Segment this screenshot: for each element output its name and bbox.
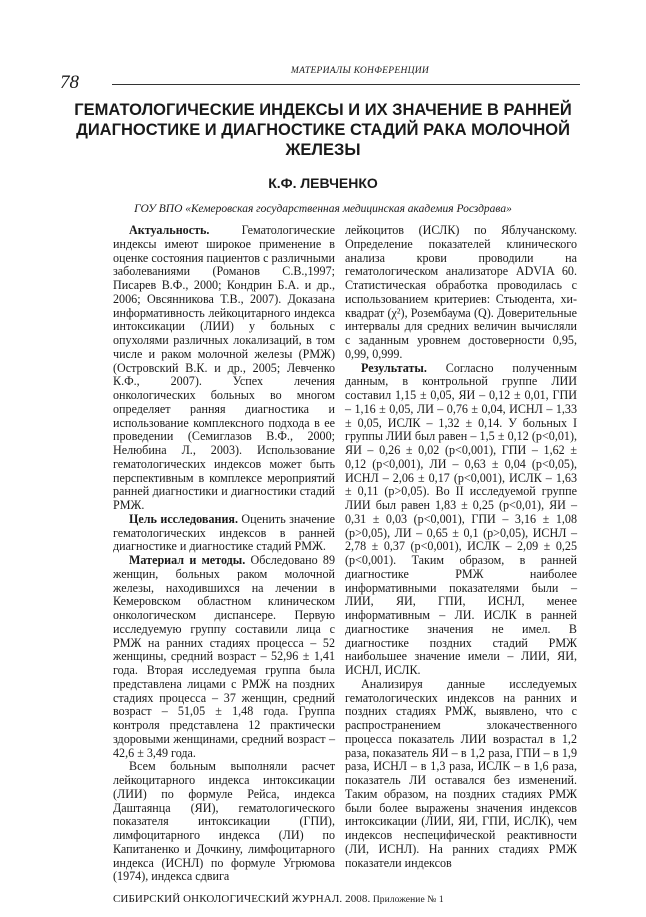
- author: К.Ф. ЛЕВЧЕНКО: [268, 175, 378, 191]
- paragraph-aim: [113, 513, 335, 554]
- left-column: [113, 224, 335, 884]
- paragraph-continued: лейкоцитов (ИСЛК) по Яблучанскому. Определение показателей клинического анализа крови проводили на гематологическом анализаторе ADVIA 60. Статистическая обработка проводилась с использованием критериев: Стьюдента, хи-квадрат (χ²), Розембаума (Q). Доверительные интервалы для средних величин вычисляли с заданным уровнем достоверности 0,95, 0,99, 0,999.: [345, 223, 577, 361]
- heading-methods: Материал и методы.: [129, 553, 246, 567]
- footer: [113, 892, 646, 907]
- text: Согласно полученным данным, в контрольной группе ЛИИ составил 1,15 ± 0,05, ЯИ – 0,12 ± 0,01, ГПИ – 1,16 ± 0,05, ЛИ – 0,76 ± 0,04, ИСНЛ – 1,33 ± 0,05, ИСЛК – 1,32 ± 0,14. У больных I группы ЛИИ был равен – 1,5 ± 0,12 (p<0,01), ЯИ – 0,26 ± 0,02 (p<0,001), ГПИ – 1,62 ± 0,12 (p<0,001), ЛИ – 0,63 ± 0,04 (p<0,05), ИСНЛ – 2,06 ± 0,17 (p<0,001), ИСЛК – 1,63 ± 0,11 (p>0,05). Во II исследуемой группе ЛИИ был равен 1,83 ± 0,25 (p<0,01), ЯИ – 0,31 ± 0,03 (p<0,001), ГПИ – 3,16 ± 1,08 (p>0,05), ЛИ – 0,65 ± 0,1 (p>0,05), ИСНЛ – 2,78 ± 0,37 (p<0,001), ИСЛК – 2,09 ± 0,25 (p<0,001). Таким образом, в ранней диагностике РМЖ наиболее информативными показателями были – ЛИИ, ЯИ, ГПИ, ИСНЛ, менее информативным – ЛИ. ИСЛК в ранней диагностике значения не имел. В диагностике поздних стадий РМЖ наибольшее значение имели – ЛИИ, ЯИ, ИСНЛ, ИСЛК.: [345, 360, 577, 677]
- paragraph-indices: Всем больным выполняли расчет лейкоцитарного индекса интоксикации (ЛИИ) по формуле Рейса, индекса Даштаянца (ЯИ), гематологического показателя интоксикации (ГПИ), лимфоцитарного индекса (ЛИ) по Капитаненко и Дочкину, лимфоцитарного индекса (ИСНЛ) по формуле Угрюмова (1974), индекса сдвига: [113, 759, 335, 884]
- running-header: [0, 64, 646, 94]
- text: Обследовано 89 женщин, больных раком молочной железы, находившихся на лечении в Кемеровском областном клиническом онкологическом диспансере. Первую исследуемую группу составили лица с РМЖ на ранних стадиях процесса – 52 женщины, средний возраст – 52,96 ± 1,41 года. Вторая исследуемая группа была представлена лицами с РМЖ на поздних стадиях процесса – 37 женщин, средний возраст – 51,05 ± 1,48 года. Группа контроля представлена 12 практически здоровыми женщинами, средний возраст – 42,6 ± 3,49 года.: [113, 553, 335, 760]
- supplement: Приложение № 1: [370, 895, 444, 905]
- paragraph-relevance: [113, 224, 335, 513]
- header-rule: [112, 84, 580, 85]
- article-body: [0, 224, 646, 884]
- heading-relevance: Актуальность.: [129, 223, 210, 237]
- article-title: ГЕМАТОЛОГИЧЕСКИЕ ИНДЕКСЫ И ИХ ЗНАЧЕНИЕ В РАННЕЙ ДИАГНОСТИКЕ И ДИАГНОСТИКЕ СТАДИЙ РАКА МОЛОЧНОЙ ЖЕЛЕЗЫ: [74, 101, 572, 159]
- page-number: 78: [60, 72, 79, 93]
- paragraph-methods: [113, 554, 335, 760]
- heading-aim: Цель исследования.: [129, 511, 238, 526]
- journal-name: СИБИРСКИЙ ОНКОЛОГИЧЕСКИЙ ЖУРНАЛ. 2008.: [113, 893, 371, 905]
- text: Гематологические индексы имеют широкое применение в оценке состояния пациентов с различными заболеваниями (Романов С.В.,1997; Писарев В.Ф., 2000; Кондрин Б.А. и др., 2006; Овсянникова Т.В., 2007). Доказана информативность лейкоцитарного индекса интоксикации (ЛИИ) у больных с опухолями различных локализаций, в том числе и раком молочной железы (РМЖ) (Островский В.К. и др., 2005; Левченко К.Ф., 2007). Успех лечения онкологических больных во многом определяет ранняя диагностика и использование комплексного подхода в ее проведении (Семиглазов В.Ф., 2000; Нелюбина Л., 2003). Использование гематологических индексов может быть перспективным в комплексе мероприятий ранней диагностики и диагностики стадий РМЖ.: [113, 223, 335, 512]
- affiliation: ГОУ ВПО «Кемеровская государственная медицинская академия Росздрава»: [134, 203, 512, 215]
- heading-results: Результаты.: [361, 360, 427, 375]
- right-column: [345, 224, 577, 870]
- paragraph-results: [345, 362, 577, 678]
- text: Оценить значение гематологических индексов в ранней диагностике и диагностике стадий РМЖ.: [113, 511, 335, 554]
- section-title: МАТЕРИАЛЫ КОНФЕРЕНЦИИ: [290, 66, 430, 76]
- paragraph-analysis: Анализируя данные исследуемых гематологических индексов на ранних и поздних стадиях РМЖ, выявлено, что с распространением злокачественного процесса показатель ЛИИ возрастал в 1,2 раза, показатель ЯИ – в 1,2 раза, ГПИ – в 1,9 раза, ИСНЛ – в 1,3 раза, ИСЛК – в 1,6 раза, показатель ЛИ оставался без изменений. Таким образом, на поздних стадиях РМЖ были более выражены значения индексов интоксикации (ЛИИ, ЯИ, ГПИ, ИСЛК), чем индексов неспецифической реактивности (ЛИ, ИСНЛ). На ранних стадиях РМЖ показатели индексов: [345, 676, 577, 870]
